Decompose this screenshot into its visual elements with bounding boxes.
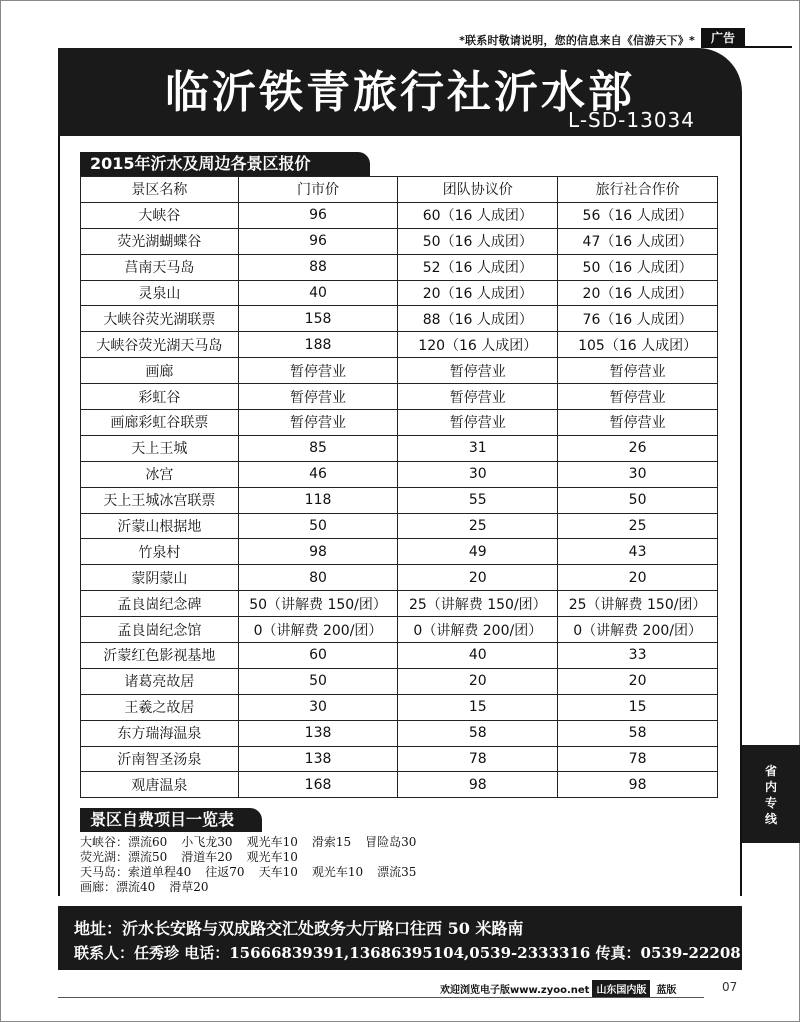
extras-item: 画廊：漂流40 xyxy=(80,880,156,894)
spot-name-cell: 天上王城 xyxy=(81,435,239,461)
spot-name-cell: 彩虹谷 xyxy=(81,384,239,410)
source-notice: *联系时敬请说明，您的信息来自《信游天下》* xyxy=(459,34,695,47)
gate-price-cell: 96 xyxy=(238,228,398,254)
table-row xyxy=(81,565,718,591)
table-row xyxy=(81,228,718,254)
group-price-cell: 52（16 人成团） xyxy=(398,254,558,280)
spot-name-cell: 蒙阴蒙山 xyxy=(81,565,239,591)
extras-item: 天车10 xyxy=(258,865,298,879)
extras-line xyxy=(80,880,430,895)
agency-price-cell: 25（讲解费 150/团） xyxy=(558,591,718,617)
table-row xyxy=(81,720,718,746)
agency-price-cell: 33 xyxy=(558,643,718,669)
gate-price-cell: 暂停营业 xyxy=(238,384,398,410)
agency-price-cell: 25 xyxy=(558,513,718,539)
spot-name-cell: 大峡谷荧光湖天马岛 xyxy=(81,332,239,358)
gate-price-cell: 50 xyxy=(238,668,398,694)
agency-price-cell: 30 xyxy=(558,461,718,487)
table-row xyxy=(81,487,718,513)
spot-name-cell: 莒南天马岛 xyxy=(81,254,239,280)
group-price-cell: 暂停营业 xyxy=(398,410,558,436)
extras-item: 小飞龙30 xyxy=(181,835,233,849)
gate-price-cell: 88 xyxy=(238,254,398,280)
extras-item: 滑草20 xyxy=(169,880,209,894)
agency-price-cell: 105（16 人成团） xyxy=(558,332,718,358)
table-row xyxy=(81,643,718,669)
group-price-cell: 58 xyxy=(398,720,558,746)
group-price-cell: 88（16 人成团） xyxy=(398,306,558,332)
agency-price-cell: 26 xyxy=(558,435,718,461)
gate-price-cell: 98 xyxy=(238,539,398,565)
side-section-tab xyxy=(742,745,800,843)
agency-price-cell: 98 xyxy=(558,772,718,798)
spot-name-cell: 观唐温泉 xyxy=(81,772,239,798)
extras-line xyxy=(80,850,430,865)
gate-price-cell: 96 xyxy=(238,202,398,228)
ad-label: 广告 xyxy=(701,28,745,48)
group-price-cell: 30 xyxy=(398,461,558,487)
extras-item: 荧光湖：漂流50 xyxy=(80,850,168,864)
spot-name-cell: 画廊 xyxy=(81,358,239,384)
spot-name-cell: 孟良崮纪念碑 xyxy=(81,591,239,617)
group-price-cell: 暂停营业 xyxy=(398,358,558,384)
extras-line xyxy=(80,865,430,880)
footer-contact-block xyxy=(58,906,762,970)
gate-price-cell: 138 xyxy=(238,720,398,746)
group-price-cell: 25 xyxy=(398,513,558,539)
spot-name-cell: 灵泉山 xyxy=(81,280,239,306)
group-price-cell: 98 xyxy=(398,772,558,798)
extras-item: 观光车10 xyxy=(246,835,298,849)
gate-price-cell: 158 xyxy=(238,306,398,332)
price-section-title: 2015年沂水及周边各景区报价 xyxy=(80,152,370,176)
table-row xyxy=(81,384,718,410)
spot-name-cell: 沂蒙红色影视基地 xyxy=(81,643,239,669)
side-tab-char: 专 xyxy=(764,796,777,810)
gate-price-cell: 60 xyxy=(238,643,398,669)
table-row xyxy=(81,435,718,461)
table-row xyxy=(81,617,718,643)
spot-name-cell: 天上王城冰宫联票 xyxy=(81,487,239,513)
table-row xyxy=(81,668,718,694)
gate-price-cell: 30 xyxy=(238,694,398,720)
spot-name-cell: 画廊彩虹谷联票 xyxy=(81,410,239,436)
group-price-cell: 15 xyxy=(398,694,558,720)
header-agency-price: 旅行社合作价 xyxy=(558,177,718,203)
table-row xyxy=(81,306,718,332)
spot-name-cell: 王羲之故居 xyxy=(81,694,239,720)
group-price-cell: 20 xyxy=(398,668,558,694)
table-row xyxy=(81,410,718,436)
price-table xyxy=(80,176,718,798)
table-row xyxy=(81,254,718,280)
table-row xyxy=(81,513,718,539)
license-number: L-SD-13034 xyxy=(568,108,695,132)
agency-price-cell: 50 xyxy=(558,487,718,513)
spot-name-cell: 冰宫 xyxy=(81,461,239,487)
extras-item: 观光车10 xyxy=(311,865,364,879)
agency-price-cell: 56（16 人成团） xyxy=(558,202,718,228)
gate-price-cell: 138 xyxy=(238,746,398,772)
agency-price-cell: 0（讲解费 200/团） xyxy=(558,617,718,643)
spot-name-cell: 东方瑞海温泉 xyxy=(81,720,239,746)
agency-price-cell: 47（16 人成团） xyxy=(558,228,718,254)
agency-price-cell: 暂停营业 xyxy=(558,410,718,436)
spot-name-cell: 竹泉村 xyxy=(81,539,239,565)
header-gate-price: 门市价 xyxy=(238,177,398,203)
extras-item: 滑道车20 xyxy=(181,850,233,864)
group-price-cell: 20 xyxy=(398,565,558,591)
extras-item: 冒险岛30 xyxy=(365,835,417,849)
table-row xyxy=(81,461,718,487)
agency-price-cell: 58 xyxy=(558,720,718,746)
page-number: 07 xyxy=(722,980,738,994)
footer-contact: 联系人：任秀珍 电话：15666839391,13686395104,0539-2333316 传真：0539-2220816 xyxy=(74,944,762,962)
extras-item: 天马岛：索道单程40 xyxy=(80,865,192,879)
group-price-cell: 55 xyxy=(398,487,558,513)
side-tab-char: 内 xyxy=(764,780,777,794)
table-row xyxy=(81,358,718,384)
agency-price-cell: 暂停营业 xyxy=(558,384,718,410)
agency-price-cell: 76（16 人成团） xyxy=(558,306,718,332)
extras-section-title: 景区自费项目一览表 xyxy=(80,808,262,832)
table-row xyxy=(81,539,718,565)
extras-item: 往返70 xyxy=(205,865,245,879)
agency-price-cell: 50（16 人成团） xyxy=(558,254,718,280)
gate-price-cell: 0（讲解费 200/团） xyxy=(238,617,398,643)
group-price-cell: 120（16 人成团） xyxy=(398,332,558,358)
bottom-website: 欢迎浏览电子版www.zyoo.net xyxy=(440,985,590,996)
group-price-cell: 0（讲解费 200/团） xyxy=(398,617,558,643)
group-price-cell: 60（16 人成团） xyxy=(398,202,558,228)
bottom-bar xyxy=(440,980,676,996)
gate-price-cell: 168 xyxy=(238,772,398,798)
group-price-cell: 31 xyxy=(398,435,558,461)
spot-name-cell: 大峡谷荧光湖联票 xyxy=(81,306,239,332)
gate-price-cell: 暂停营业 xyxy=(238,358,398,384)
gate-price-cell: 46 xyxy=(238,461,398,487)
extras-item: 观光车10 xyxy=(246,850,298,864)
group-price-cell: 49 xyxy=(398,539,558,565)
spot-name-cell: 大峡谷 xyxy=(81,202,239,228)
extras-item: 大峡谷：漂流60 xyxy=(80,835,168,849)
gate-price-cell: 50 xyxy=(238,513,398,539)
spot-name-cell: 沂南智圣汤泉 xyxy=(81,746,239,772)
table-row xyxy=(81,202,718,228)
table-row xyxy=(81,694,718,720)
table-row xyxy=(81,746,718,772)
group-price-cell: 50（16 人成团） xyxy=(398,228,558,254)
agency-price-cell: 20 xyxy=(558,668,718,694)
side-tab-char: 省 xyxy=(764,764,777,778)
spot-name-cell: 诸葛亮故居 xyxy=(81,668,239,694)
agency-price-cell: 78 xyxy=(558,746,718,772)
spot-name-cell: 沂蒙山根据地 xyxy=(81,513,239,539)
table-row xyxy=(81,280,718,306)
gate-price-cell: 50（讲解费 150/团） xyxy=(238,591,398,617)
table-row xyxy=(81,591,718,617)
gate-price-cell: 40 xyxy=(238,280,398,306)
gate-price-cell: 188 xyxy=(238,332,398,358)
gate-price-cell: 暂停营业 xyxy=(238,410,398,436)
table-row xyxy=(81,332,718,358)
agency-price-cell: 暂停营业 xyxy=(558,358,718,384)
group-price-cell: 40 xyxy=(398,643,558,669)
gate-price-cell: 118 xyxy=(238,487,398,513)
side-tab-char: 线 xyxy=(764,812,777,826)
footer-address: 地址：沂水长安路与双成路交汇处政务大厅路口往西 50 米路南 xyxy=(74,919,524,938)
gate-price-cell: 85 xyxy=(238,435,398,461)
header-spot-name: 景区名称 xyxy=(81,177,239,203)
header-group-price: 团队协议价 xyxy=(398,177,558,203)
agency-price-cell: 43 xyxy=(558,539,718,565)
ad-divider xyxy=(732,46,792,48)
spot-name-cell: 荧光湖蝴蝶谷 xyxy=(81,228,239,254)
bottom-edition: 蓝版 xyxy=(656,985,677,996)
extras-line xyxy=(80,835,430,850)
group-price-cell: 78 xyxy=(398,746,558,772)
bottom-region-badge: 山东国内版 xyxy=(592,980,650,997)
extras-item: 滑索15 xyxy=(311,835,352,849)
extras-item: 漂流35 xyxy=(377,865,417,879)
extras-list xyxy=(80,835,430,895)
agency-price-cell: 15 xyxy=(558,694,718,720)
table-row xyxy=(81,772,718,798)
gate-price-cell: 80 xyxy=(238,565,398,591)
group-price-cell: 暂停营业 xyxy=(398,384,558,410)
agency-price-cell: 20 xyxy=(558,565,718,591)
group-price-cell: 25（讲解费 150/团） xyxy=(398,591,558,617)
table-header-row xyxy=(81,177,718,203)
agency-price-cell: 20（16 人成团） xyxy=(558,280,718,306)
spot-name-cell: 孟良崮纪念馆 xyxy=(81,617,239,643)
bottom-divider xyxy=(58,997,704,998)
group-price-cell: 20（16 人成团） xyxy=(398,280,558,306)
company-name: 临沂铁青旅行社沂水部 xyxy=(165,67,635,118)
